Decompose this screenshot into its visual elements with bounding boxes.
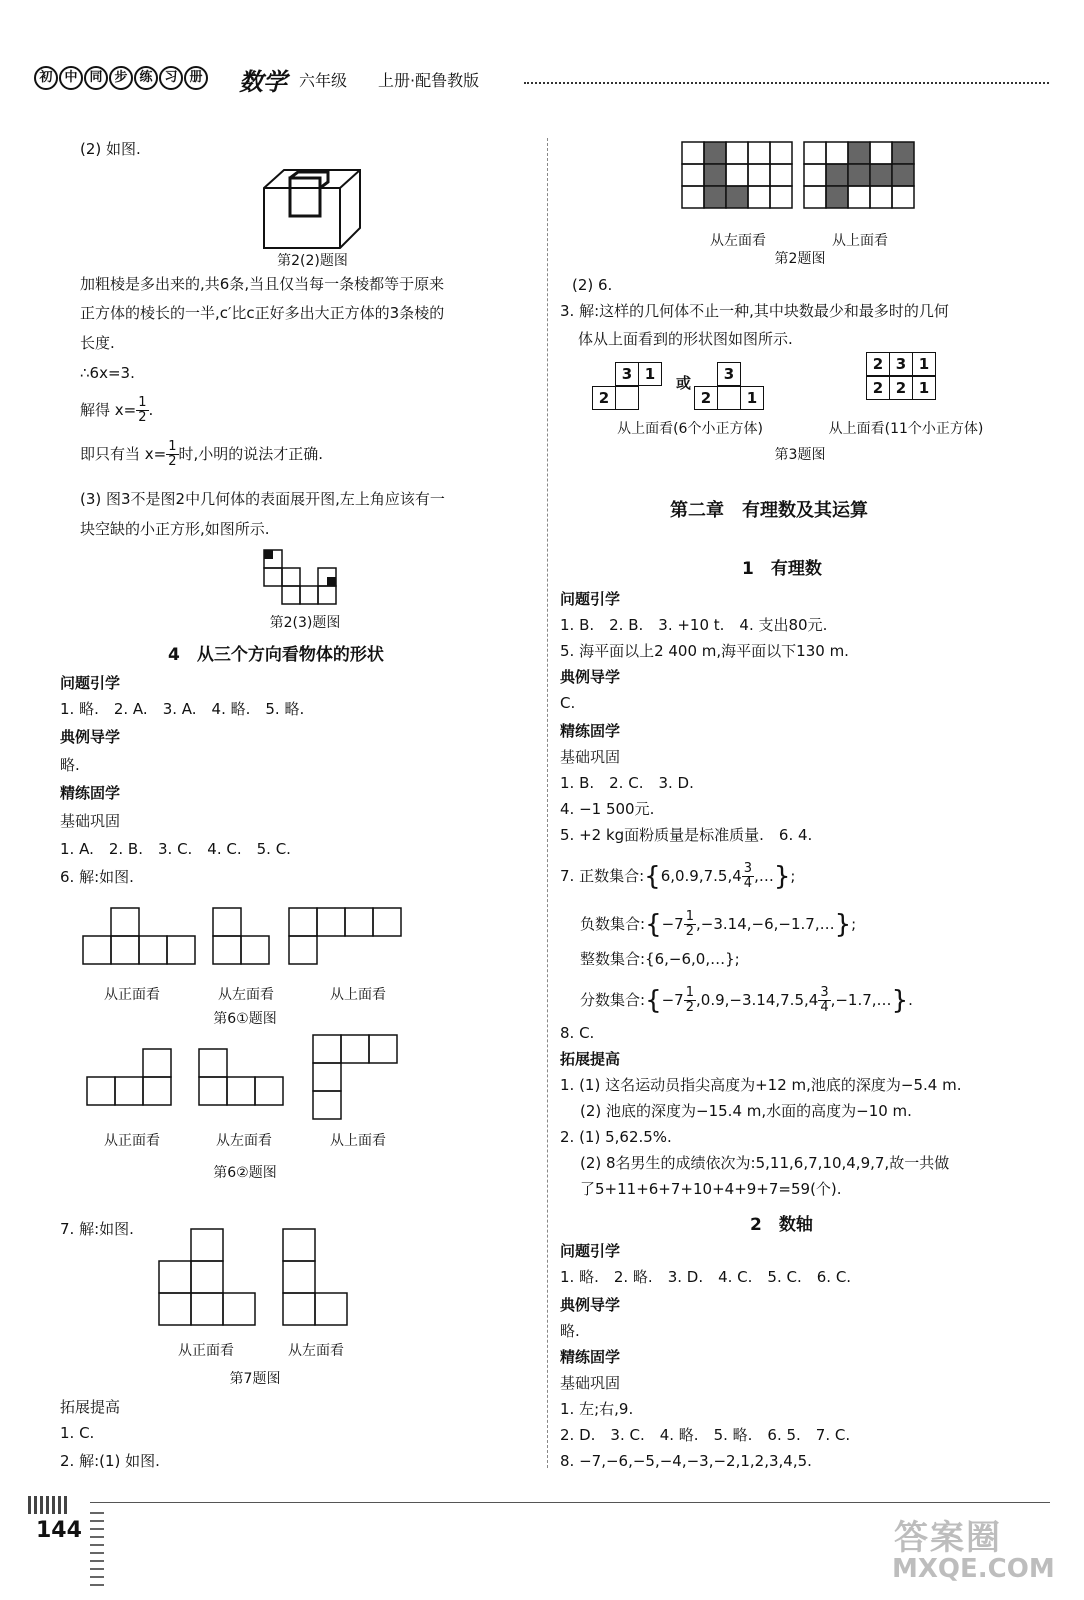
grid-cell: 2: [889, 376, 913, 400]
l-heading-wtyx: 问题引学: [60, 674, 121, 692]
r-s1-neg: 负数集合:{−7 $\frac{1}{2}$ ,−3.14,−6,−1.7,…};: [580, 909, 857, 940]
caption-q2: 第2题图: [774, 251, 826, 267]
fraction: [684, 910, 696, 939]
grid-cell-empty: [717, 386, 741, 410]
series-char: 步: [109, 66, 133, 90]
r-s1-b1: 1. B. 2. C. 3. D.: [560, 774, 694, 792]
grid-cell: 1: [740, 386, 764, 410]
label-top-view: 从上面看: [330, 987, 386, 1003]
grid-cell-empty: [615, 386, 639, 410]
l-para-1c: 长度.: [80, 334, 115, 352]
r-heading-dldx-2: 典例导学: [560, 1296, 621, 1314]
frac-set-a: −7: [661, 991, 684, 1009]
fraction: [166, 440, 178, 469]
r-s1-b8: 8. C.: [560, 1024, 595, 1042]
r-heading-jlgx-2: 精练固学: [560, 1348, 621, 1366]
l-tz2: 2. 解:(1) 如图.: [60, 1452, 160, 1470]
section-4-title: 4 从三个方向看物体的形状: [168, 645, 384, 665]
frac-set-b: ,0.9,−3.14,7.5,4: [696, 991, 819, 1009]
frac-set-label: 分数集合:: [580, 991, 646, 1009]
l-dldx-answer: 略.: [60, 756, 80, 774]
footer-decoration: [28, 1496, 68, 1514]
numerator: 1: [685, 909, 695, 924]
l-wtyx-answers: 1. 略. 2. A. 3. A. 4. 略. 5. 略.: [60, 700, 305, 718]
cube-with-notch-figure: [262, 168, 362, 250]
l-para-4-pre: 即只有当 x=: [80, 445, 167, 463]
r-s1-dl: C.: [560, 694, 576, 712]
denominator: 4: [820, 1000, 829, 1015]
q6-1-top-view: [288, 906, 404, 966]
l-para-3-pre: 解得 x=: [80, 401, 137, 419]
r-s1-t2c: 了5+11+6+7+10+4+9+7=59(个).: [580, 1180, 842, 1198]
numerator: 1: [168, 439, 177, 454]
q6-2-left-view: [198, 1048, 288, 1110]
series-char: 册: [184, 66, 208, 90]
page-header: [34, 64, 1054, 94]
r-s1-t2b: (2) 8名男生的成绩依次为:5,11,6,7,10,4,9,7,故一共做: [580, 1154, 950, 1172]
q6-1-left-view: [212, 906, 274, 966]
r-heading-tztg: 拓展提高: [560, 1050, 621, 1068]
r-s1-frac: 分数集合:{−7 $\frac{1}{2}$ ,0.9,−3.14,7.5,4 $\frac{3}{4}$ ,−1.7,…}.: [580, 985, 913, 1016]
series-title: [34, 66, 209, 90]
l-tz1: 1. C.: [60, 1424, 95, 1442]
series-char: 中: [59, 66, 83, 90]
q3-grid-b: [694, 362, 774, 412]
l-para-1b: 正方体的棱长的一半,c′比c正好多出大正方体的3条棱的: [80, 304, 445, 322]
l-para-5a: (3) 图3不是图2中几何体的表面展开图,左上角应该有一: [80, 490, 445, 508]
r-s2-b1: 1. 左;右,9.: [560, 1400, 634, 1418]
numerator: 1: [685, 985, 695, 1000]
l-heading-dldx: 典例导学: [60, 728, 121, 746]
series-char: 练: [134, 66, 158, 90]
fraction: [742, 862, 754, 891]
caption-q3: 第3题图: [774, 447, 826, 463]
label-left-view: 从左面看: [216, 1133, 272, 1149]
q6-1-front-view: [82, 906, 198, 966]
grid-cell: 1: [638, 362, 662, 386]
r-q3-a: 3. 解:这样的几何体不止一种,其中块数最少和最多时的几何: [560, 302, 949, 320]
fraction: [684, 986, 696, 1015]
q6-2-top-view: [312, 1034, 402, 1124]
l-para-2: ∴6x=3.: [80, 364, 135, 382]
watermark-top: 答案圈: [894, 1518, 1002, 1558]
r-s2-b8: 8. −7,−6,−5,−4,−3,−2,1,2,3,4,5.: [560, 1452, 812, 1470]
r-s1-b4: 4. −1 500元.: [560, 800, 655, 818]
q2-left-view-grid: [680, 140, 796, 210]
chapter-2-title: 第二章 有理数及其运算: [670, 500, 868, 521]
q3-grid-a: [592, 362, 672, 412]
r-q2-2: (2) 6.: [572, 276, 613, 294]
r-s1-b5: 5. +2 kg面粉质量是标准质量. 6. 4.: [560, 826, 813, 844]
denominator: 2: [685, 924, 695, 939]
brace: }: [773, 861, 791, 892]
l-heading-jcgg: 基础巩固: [60, 812, 121, 830]
r-s1-a1: 1. B. 2. B. 3. +10 t. 4. 支出80元.: [560, 616, 828, 634]
r-s1-t1b: (2) 池底的深度为−15.4 m,水面的高度为−10 m.: [580, 1102, 912, 1120]
caption-q3b: 从上面看(11个小正方体): [828, 421, 984, 437]
neg-set-b: ,−3.14,−6,−1.7,…: [696, 915, 835, 933]
l-heading-tztg: 拓展提高: [60, 1398, 121, 1416]
denominator: 2: [138, 410, 147, 425]
l-line-2-2: (2) 如图.: [80, 140, 141, 158]
denominator: 2: [168, 454, 177, 469]
r-heading-jlgx: 精练固学: [560, 722, 621, 740]
series-char: 习: [159, 66, 183, 90]
series-char: 初: [34, 66, 58, 90]
label-left-view: 从左面看: [710, 233, 766, 249]
r-s1-t1a: 1. (1) 这名运动员指尖高度为+12 m,池底的深度为−5.4 m.: [560, 1076, 962, 1094]
brace: {: [644, 861, 661, 892]
header-dotted-rule: [524, 82, 1049, 84]
denominator: 4: [743, 876, 753, 891]
r-s2-a: 1. 略. 2. 略. 3. D. 4. C. 5. C. 6. C.: [560, 1268, 852, 1286]
series-char: 同: [84, 66, 108, 90]
label-front-view: 从正面看: [104, 1133, 160, 1149]
r-heading-wtyx-2: 问题引学: [560, 1242, 621, 1260]
r-s1-int: 整数集合:{6,−6,0,…};: [580, 950, 740, 968]
l-para-4-post: 时,小明的说法才正确.: [178, 445, 324, 463]
l-heading-jlgx: 精练固学: [60, 784, 121, 802]
label-left-view: 从左面看: [288, 1343, 344, 1359]
footer-rule: [90, 1502, 1050, 1503]
subject-title: 数学: [239, 68, 287, 96]
l-q7: 7. 解:如图.: [60, 1220, 134, 1238]
l-para-4: [80, 440, 323, 469]
footer-stripes: [90, 1512, 104, 1592]
caption-q3a: 从上面看(6个小正方体): [617, 421, 763, 437]
l-jcgg-answers: 1. A. 2. B. 3. C. 4. C. 5. C.: [60, 840, 291, 858]
watermark-bottom: MXQE.COM: [892, 1554, 1055, 1584]
l-para-3-post: .: [148, 401, 154, 419]
grid-cell: 3: [717, 362, 741, 386]
grid-cell: 3: [615, 362, 639, 386]
label-front-view: 从正面看: [178, 1343, 234, 1359]
r-heading-wtyx: 问题引学: [560, 590, 621, 608]
q7-left-view: [282, 1228, 350, 1330]
label-top-view: 从上面看: [832, 233, 888, 249]
label-front-view: 从正面看: [104, 987, 160, 1003]
neg-set-a: −7: [661, 915, 684, 933]
pos-set-label: 7. 正数集合:: [560, 867, 645, 885]
net-figure-2-3: [262, 548, 344, 610]
fraction: [136, 396, 148, 425]
r-s2-dl: 略.: [560, 1322, 580, 1340]
section-1-title: 1 有理数: [742, 559, 822, 579]
page-number: 144: [36, 1518, 82, 1543]
neg-set-label: 负数集合:: [580, 915, 646, 933]
q6-2-front-view: [86, 1048, 176, 1110]
caption-6-2: 第6②题图: [213, 1165, 277, 1181]
grade-label: 六年级: [299, 71, 348, 90]
r-s1-a5: 5. 海平面以上2 400 m,海平面以下130 m.: [560, 642, 849, 660]
r-heading-dldx: 典例导学: [560, 668, 621, 686]
r-q3-b: 体从上面看到的形状图如图所示.: [578, 330, 793, 348]
q2-top-view-grid: [802, 140, 918, 210]
grid-cell: 2: [866, 376, 890, 400]
label-top-view: 从上面看: [330, 1133, 386, 1149]
q7-front-view: [158, 1228, 258, 1330]
l-q6: 6. 解:如图.: [60, 868, 134, 886]
numerator: 1: [138, 395, 147, 410]
caption-7: 第7题图: [229, 1371, 281, 1387]
grid-cell: 1: [912, 352, 936, 376]
numerator: 3: [820, 985, 829, 1000]
grid-cell: 2: [866, 352, 890, 376]
denominator: 2: [685, 1000, 695, 1015]
brace: }: [834, 909, 852, 940]
q3-grid-c: [866, 352, 946, 402]
grid-cell: 1: [912, 376, 936, 400]
frac-set-c: ,−1.7,…: [830, 991, 892, 1009]
l-para-3: [80, 396, 153, 425]
caption-2-2: 第2(2)题图: [277, 253, 348, 269]
or-label: 或: [676, 374, 692, 392]
column-divider: [547, 138, 548, 1468]
grid-cell: 2: [592, 386, 616, 410]
section-2-title: 2 数轴: [750, 1215, 813, 1235]
r-s1-t2a: 2. (1) 5,62.5%.: [560, 1128, 672, 1146]
r-heading-jcgg: 基础巩固: [560, 748, 621, 766]
r-s1-b7: 7. 正数集合:{6,0.9,7.5,4 $\frac{3}{4}$ ,…};: [560, 861, 796, 892]
grid-cell: 3: [889, 352, 913, 376]
label-left-view: 从左面看: [218, 987, 274, 1003]
l-para-1a: 加粗棱是多出来的,共6条,当且仅当每一条棱都等于原来: [80, 275, 445, 293]
caption-2-3: 第2(3)题图: [269, 615, 341, 631]
fraction: [818, 986, 830, 1015]
brace: }: [891, 985, 909, 1016]
l-para-5b: 块空缺的小正方形,如图所示.: [80, 520, 270, 538]
watermark: [888, 1510, 1058, 1595]
r-s2-b2: 2. D. 3. C. 4. 略. 5. 略. 6. 5. 7. C.: [560, 1426, 851, 1444]
brace: {: [645, 909, 662, 940]
r-heading-jcgg-2: 基础巩固: [560, 1374, 621, 1392]
grid-cell: 2: [694, 386, 718, 410]
pos-set-values: 6,0.9,7.5,4: [660, 867, 742, 885]
brace: {: [645, 985, 662, 1016]
caption-6-1: 第6①题图: [213, 1011, 277, 1027]
numerator: 3: [743, 861, 753, 876]
edition-label: 上册·配鲁教版: [378, 71, 480, 90]
pos-set-tail: ,…: [754, 867, 774, 885]
